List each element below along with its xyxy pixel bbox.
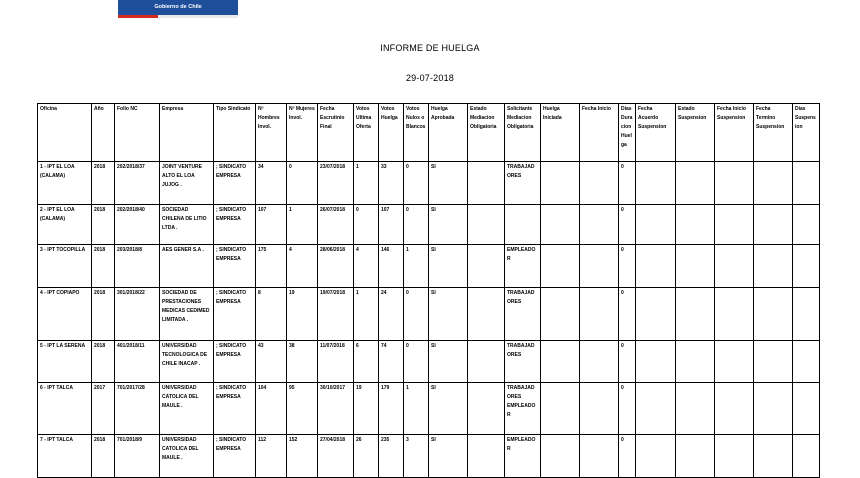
column-header: Fecha Inicio Suspension <box>715 104 754 162</box>
column-header: Días Suspension <box>793 104 820 162</box>
table-cell: 146 <box>379 245 404 288</box>
table-cell: 6 - IPT TALCA <box>38 383 92 435</box>
table-cell: 1 <box>404 245 429 288</box>
table-cell <box>468 162 505 205</box>
table-cell: 1 <box>354 162 379 205</box>
column-header: Huelga Iniciada <box>541 104 580 162</box>
table-cell: 26 <box>354 435 379 478</box>
table-cell: ; SINDICATO EMPRESA <box>214 162 256 205</box>
table-cell: 0 <box>287 162 318 205</box>
table-cell: 2018 <box>92 435 115 478</box>
table-cell: ; SINDICATO EMPRESA <box>214 383 256 435</box>
table-cell: 2018 <box>92 162 115 205</box>
table-cell: 19 <box>354 383 379 435</box>
report-date: 29-07-2018 <box>405 73 455 83</box>
column-header: Votos Huelga <box>379 104 404 162</box>
table-cell: 701/2018/9 <box>115 435 160 478</box>
table-cell <box>468 288 505 341</box>
column-header: Oficina <box>38 104 92 162</box>
table-cell: TRABAJADORES <box>505 341 541 383</box>
table-cell: 0 <box>619 205 636 245</box>
table-cell: 107 <box>379 205 404 245</box>
table-cell <box>676 383 715 435</box>
column-header: Fecha Acuerdo Suspension <box>636 104 676 162</box>
column-header: Año <box>92 104 115 162</box>
table-cell: 6 <box>354 341 379 383</box>
column-header: Votos Ultima Oferta <box>354 104 379 162</box>
table-cell <box>754 288 793 341</box>
table-cell: 1 - IPT EL LOA (CALAMA) <box>38 162 92 205</box>
table-cell: ; SINDICATO EMPRESA <box>214 341 256 383</box>
table-row <box>38 341 820 383</box>
table-cell: UNIVERSIDAD CATOLICA DEL MAULE . <box>160 435 214 478</box>
report-title: INFORME DE HUELGA <box>380 43 480 53</box>
table-cell: TRABAJADORES <box>505 288 541 341</box>
table-cell: 112 <box>256 435 287 478</box>
table-cell: 24 <box>379 288 404 341</box>
table-cell <box>715 288 754 341</box>
table-cell: 3 - IPT TOCOPILLA <box>38 245 92 288</box>
table-cell <box>636 205 676 245</box>
gobierno-logo <box>118 0 238 16</box>
table-cell <box>636 435 676 478</box>
table-cell <box>793 162 820 205</box>
table-cell: SOCIEDAD CHILENA DE LITIO LTDA . <box>160 205 214 245</box>
table-cell <box>580 341 619 383</box>
table-cell <box>468 383 505 435</box>
table-cell <box>636 245 676 288</box>
table-cell: 2018 <box>92 288 115 341</box>
table-cell: SI <box>429 383 468 435</box>
table-cell <box>715 383 754 435</box>
table-cell <box>715 162 754 205</box>
table-cell: 4 <box>354 245 379 288</box>
table-cell <box>676 435 715 478</box>
table-cell: SI <box>429 435 468 478</box>
table-row <box>38 245 820 288</box>
table-cell <box>580 288 619 341</box>
column-header: Fecha Escrutinio Final <box>318 104 354 162</box>
table-cell: 0 <box>619 162 636 205</box>
table-cell: 3 <box>404 435 429 478</box>
table-cell: 95 <box>287 383 318 435</box>
table-cell <box>754 245 793 288</box>
table-cell: 0 <box>404 205 429 245</box>
table-cell <box>793 341 820 383</box>
table-cell: 19/07/2018 <box>318 288 354 341</box>
table-cell: 202/2018/40 <box>115 205 160 245</box>
table-cell <box>754 435 793 478</box>
table-cell <box>676 162 715 205</box>
column-header: Votos Nulos o Blancos <box>404 104 429 162</box>
table-cell <box>541 435 580 478</box>
table-cell <box>541 245 580 288</box>
table-cell: 19 <box>287 288 318 341</box>
table-row <box>38 288 820 341</box>
table-cell: 179 <box>379 383 404 435</box>
table-cell: 401/2018/11 <box>115 341 160 383</box>
table-cell <box>754 341 793 383</box>
table-cell: 30/10/2017 <box>318 383 354 435</box>
table-cell: 43 <box>256 341 287 383</box>
table-cell: ; SINDICATO EMPRESA <box>214 288 256 341</box>
table-cell: EMPLEADOR <box>505 245 541 288</box>
table-cell: 2018 <box>92 245 115 288</box>
table-cell: 5 - IPT LA SERENA <box>38 341 92 383</box>
table-cell <box>541 383 580 435</box>
table-cell: 33 <box>379 162 404 205</box>
table-cell: SI <box>429 288 468 341</box>
table-cell <box>580 245 619 288</box>
table-cell <box>541 205 580 245</box>
table-cell: 104 <box>256 383 287 435</box>
table-header-row <box>38 104 820 162</box>
table-cell <box>676 288 715 341</box>
table-cell <box>715 341 754 383</box>
table-cell: JOINT VENTURE ALTO EL LOA JUJOG . <box>160 162 214 205</box>
table-cell: 0 <box>404 162 429 205</box>
table-cell: 0 <box>619 288 636 341</box>
table-cell: 107 <box>256 205 287 245</box>
logo-flag-stripe-red <box>118 15 158 18</box>
table-cell: SOCIEDAD DE PRESTACIONES MEDICAS CEDIMED LIMITADA . <box>160 288 214 341</box>
column-header: Nº Hombres Invol. <box>256 104 287 162</box>
table-cell <box>636 162 676 205</box>
column-header: Folio NC <box>115 104 160 162</box>
table-cell: 8 <box>256 288 287 341</box>
table-cell <box>715 205 754 245</box>
table-cell: 2018 <box>92 205 115 245</box>
column-header: Fecha Inicio <box>580 104 619 162</box>
table-cell: 0 <box>619 341 636 383</box>
table-row <box>38 435 820 478</box>
table-cell <box>541 288 580 341</box>
table-body <box>38 162 820 478</box>
table-cell <box>715 435 754 478</box>
table-cell: 1 <box>354 288 379 341</box>
table-cell: 175 <box>256 245 287 288</box>
table-cell: SI <box>429 341 468 383</box>
table-cell: 38 <box>287 341 318 383</box>
table-cell <box>636 341 676 383</box>
column-header: Huelga Aprobada <box>429 104 468 162</box>
table-cell: ; SINDICATO EMPRESA <box>214 435 256 478</box>
table-cell: UNIVERSIDAD CATOLICA DEL MAULE . <box>160 383 214 435</box>
table-cell: 701/2017/28 <box>115 383 160 435</box>
table-cell <box>754 205 793 245</box>
table-cell: 23/07/2018 <box>318 162 354 205</box>
table-cell <box>715 245 754 288</box>
column-header: Fecha Termino Suspension <box>754 104 793 162</box>
table-cell: 301/2018/22 <box>115 288 160 341</box>
table-cell: 34 <box>256 162 287 205</box>
table-cell: 152 <box>287 435 318 478</box>
table-cell: 7 - IPT TALCA <box>38 435 92 478</box>
table-cell: 0 <box>404 288 429 341</box>
table-cell: 0 <box>404 341 429 383</box>
table-row <box>38 205 820 245</box>
column-header: Estado Mediacion Obligatoria <box>468 104 505 162</box>
table-cell: 0 <box>619 435 636 478</box>
table-cell: SI <box>429 205 468 245</box>
table-cell <box>468 341 505 383</box>
table-cell: 1 <box>404 383 429 435</box>
table-cell <box>468 435 505 478</box>
table-cell <box>505 205 541 245</box>
column-header: Tipo Sindicato <box>214 104 256 162</box>
table-cell: EMPLEADOR <box>505 435 541 478</box>
column-header: Estado Suspension <box>676 104 715 162</box>
column-header: Días Duracion Huelga <box>619 104 636 162</box>
table-cell <box>541 162 580 205</box>
table-cell <box>793 245 820 288</box>
table-row <box>38 162 820 205</box>
table-cell <box>541 341 580 383</box>
table-cell: 4 - IPT COPIAPO <box>38 288 92 341</box>
table-row <box>38 383 820 435</box>
table-cell <box>793 435 820 478</box>
logo-flag-stripe-white <box>158 15 238 18</box>
table-cell: 202/2018/37 <box>115 162 160 205</box>
strike-report-table <box>37 103 820 478</box>
table-cell: SI <box>429 162 468 205</box>
table-cell: 1 <box>287 205 318 245</box>
table-cell <box>468 205 505 245</box>
table-cell <box>580 205 619 245</box>
table-cell <box>580 162 619 205</box>
table-cell: SI <box>429 245 468 288</box>
column-header: Empresa <box>160 104 214 162</box>
table-cell: 203/2018/8 <box>115 245 160 288</box>
table-cell <box>793 205 820 245</box>
table-cell: 28/06/2018 <box>318 245 354 288</box>
table-cell <box>580 435 619 478</box>
table-cell: 4 <box>287 245 318 288</box>
table-cell: 11/07/2018 <box>318 341 354 383</box>
table-cell <box>636 288 676 341</box>
table-cell: 26/07/2018 <box>318 205 354 245</box>
table-cell: 2018 <box>92 341 115 383</box>
table-cell: TRABAJADORES <box>505 162 541 205</box>
table-cell <box>793 288 820 341</box>
table-cell <box>676 245 715 288</box>
table-cell <box>676 205 715 245</box>
table-cell: ; SINDICATO EMPRESA <box>214 245 256 288</box>
table-cell <box>793 383 820 435</box>
table-cell: 2017 <box>92 383 115 435</box>
table-cell: 2 - IPT EL LOA (CALAMA) <box>38 205 92 245</box>
table-cell <box>676 341 715 383</box>
table-cell <box>636 383 676 435</box>
table-cell: UNIVERSIDAD TECNOLOGICA DE CHILE INACAP . <box>160 341 214 383</box>
logo-text: Gobierno de Chile <box>154 4 202 10</box>
table-cell <box>580 383 619 435</box>
table-cell: 74 <box>379 341 404 383</box>
table-cell: 0 <box>619 383 636 435</box>
table-cell <box>754 162 793 205</box>
table-cell: AES GENER S.A . <box>160 245 214 288</box>
table-cell: 27/04/2018 <box>318 435 354 478</box>
table-cell: 0 <box>619 245 636 288</box>
table-cell: ; SINDICATO EMPRESA <box>214 205 256 245</box>
table-cell: 0 <box>354 205 379 245</box>
table-cell <box>468 245 505 288</box>
table-cell: TRABAJADORES EMPLEADOR <box>505 383 541 435</box>
column-header: Solicitante Mediacion Obligatoria <box>505 104 541 162</box>
table-cell <box>754 383 793 435</box>
table-cell: 235 <box>379 435 404 478</box>
column-header: Nº Mujeres Invol. <box>287 104 318 162</box>
